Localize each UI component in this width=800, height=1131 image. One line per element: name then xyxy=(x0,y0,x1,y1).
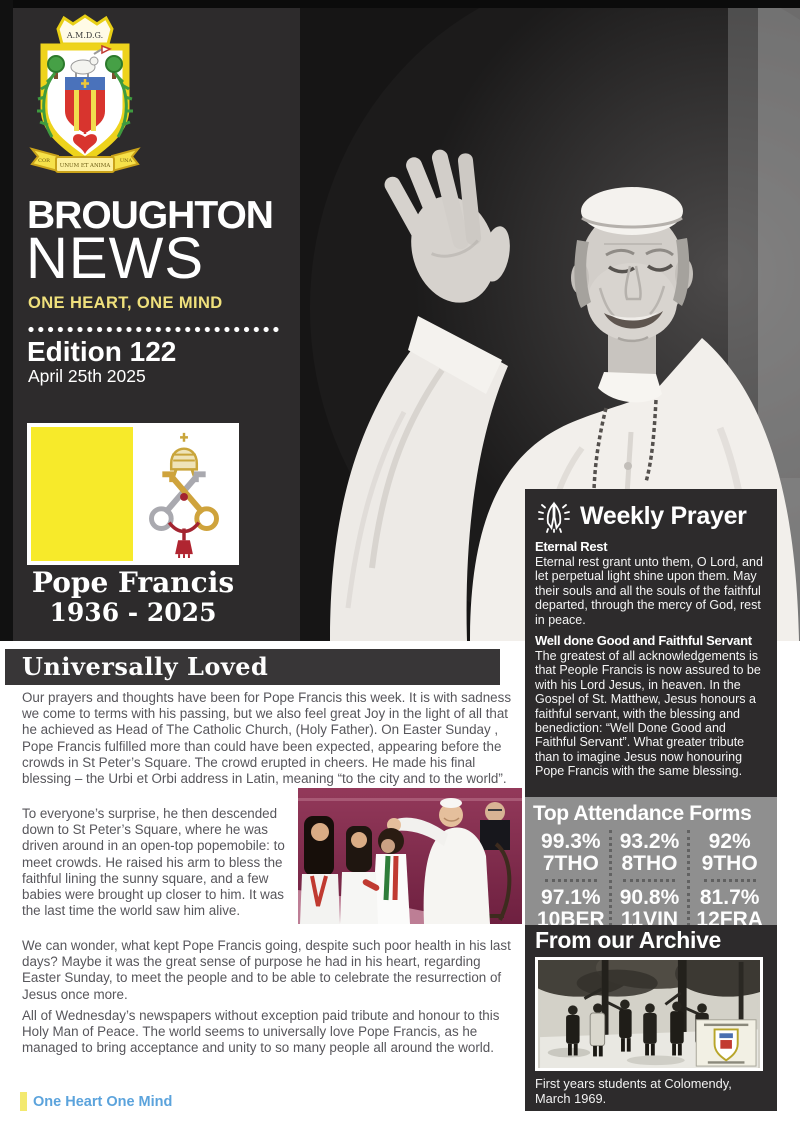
top-border xyxy=(0,0,800,8)
vatican-flag-white-half xyxy=(133,427,235,561)
attendance-title: Top Attendance Forms xyxy=(533,802,752,825)
sidebar xyxy=(525,489,777,1111)
archive-photo-colomendy-1969 xyxy=(535,957,763,1071)
crest-motto-top: A.M.D.G. xyxy=(66,31,104,40)
pope-blessing-children-photo xyxy=(298,788,522,924)
left-border xyxy=(0,0,13,641)
article-heading-band xyxy=(5,649,500,685)
masthead-tagline: ONE HEART, ONE MIND xyxy=(28,294,223,312)
dotted-rule xyxy=(545,879,597,882)
attendance-cell: 93.2% 8THO xyxy=(612,830,691,883)
tribute-name: Pope Francis xyxy=(31,566,235,599)
dotted-divider xyxy=(28,326,281,333)
archive-panel xyxy=(525,925,777,1111)
crest-ribbon-left: COR xyxy=(38,158,50,164)
vatican-flag-image xyxy=(27,423,239,565)
crest-stamp xyxy=(696,1020,756,1066)
prayer-text: The greatest of all acknowledgements is that People Francis is now assured to be with his Lord Jesus, in heaven. In the Gospel of St. Matthew, Jesus honours a faithful servant, with the blessing and benediction: “Well Done Good and Faithful Servant”. What greater tribute than to imagine Jesus now honouring Pope Francis with the same blessing. xyxy=(535,649,761,779)
vatican-flag-yellow-half xyxy=(31,427,133,561)
vatican-keys-emblem xyxy=(134,428,234,560)
weekly-prayer-panel xyxy=(525,489,777,797)
school-crest-logo xyxy=(28,12,142,180)
article-paragraph: Our prayers and thoughts have been for Pope Francis this week. It is with sadness we come to terms with his passing, but we also feel great Joy in the light of all that he achieved as Head of The Catholic Church, (Holy Father). On Easter Sunday , Pope Francis fulfilled more than could have been expected, appearing before the crowds in St Peter’s Square. The crowd erupted in cheers. He made his final blessing – the Urbi et Orbi address in Latin, meaning “to the city and to the world”. xyxy=(22,690,512,787)
prayer-text: Eternal rest grant unto them, O Lord, and let perpetual light shine upon them. May their souls and all the souls of the faithful departed, through the mercy of God, rest in peace. xyxy=(535,555,763,627)
praying-hands-icon xyxy=(535,499,573,533)
attendance-cell: 90.8% 11VIN xyxy=(612,886,691,925)
masthead-title: BROUGHTON xyxy=(27,194,273,237)
crest-ribbon-right: UNA xyxy=(119,158,133,164)
attendance-grid xyxy=(533,830,769,925)
masthead-subtitle: NEWS xyxy=(26,226,204,291)
dotted-rule xyxy=(704,879,756,882)
archive-title: From our Archive xyxy=(535,927,722,953)
article-paragraph: All of Wednesday’s newspapers without exception paid tribute and honour to this Holy Man of Peace. The world seems to universally love Pope Francis, as he managed to bring acceptance and unity to so many people all around the world. xyxy=(22,1008,500,1056)
prayer-subheading: Well done Good and Faithful Servant xyxy=(535,633,752,649)
edition-number: Edition 122 xyxy=(27,336,177,367)
footer-motto: One Heart One Mind xyxy=(33,1094,173,1110)
attendance-cell: 92% 9THO xyxy=(690,830,769,883)
dotted-rule xyxy=(623,879,675,882)
prayer-subheading: Eternal Rest xyxy=(535,539,608,554)
tribute-years: 1936 - 2025 xyxy=(49,598,217,627)
crest-ribbon-center: UNUM ET ANIMA xyxy=(59,163,111,169)
attendance-cell: 99.3% 7THO xyxy=(533,830,612,883)
article-paragraph: To everyone’s surprise, he then descended down to St Peter’s Square, where he was driven around in an open-top popemobile: to meet crowds. He raised his arm to bless the faithful lining the sunny square, and a few babies were brought up closer to him. It was the last time the world saw him alive. xyxy=(22,806,285,919)
edition-date: April 25th 2025 xyxy=(28,366,146,386)
attendance-panel xyxy=(525,797,777,925)
article-paragraph: We can wonder, what kept Pope Francis going, despite such poor health in his last days? Maybe it was the great sense of purpose he had in his heart, regarding Easter Sunday, to meet the people and to be able to celebrate the resurrection of Jesus once more. xyxy=(22,938,511,1002)
attendance-cell: 81.7% 12FRA xyxy=(696,886,763,925)
article-heading: Universally Loved xyxy=(22,652,269,681)
footer-accent-bar xyxy=(20,1092,27,1111)
weekly-prayer-title: Weekly Prayer xyxy=(580,501,747,530)
archive-caption: First years students at Colomendy, March 1969. xyxy=(535,1076,732,1106)
attendance-cell: 97.1% 10BER xyxy=(533,886,612,925)
